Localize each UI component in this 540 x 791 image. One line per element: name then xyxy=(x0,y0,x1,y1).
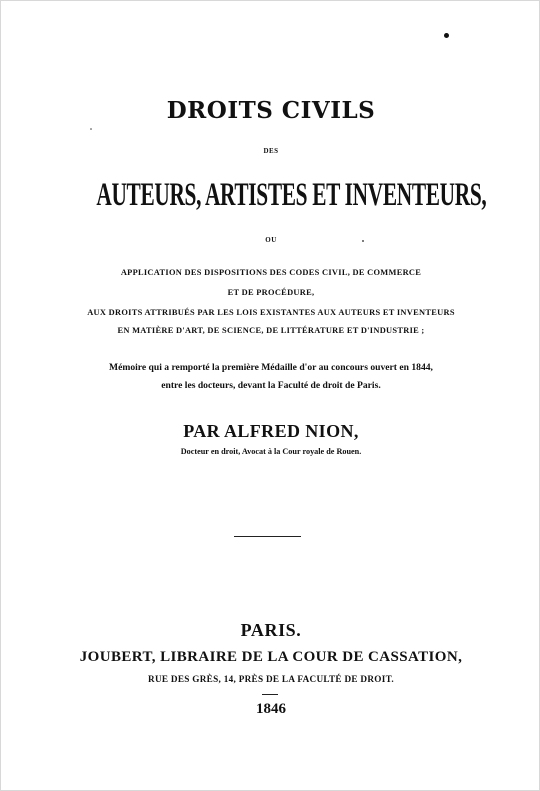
section-divider xyxy=(234,536,301,537)
imprint-publisher: JOUBERT, LIBRAIRE DE LA COUR DE CASSATION, xyxy=(79,649,463,665)
imprint-year: 1846 xyxy=(256,701,286,717)
title-line-1: DROITS CIVILS xyxy=(166,97,376,124)
subtitle-line-4: EN MATIÈRE D'ART, DE SCIENCE, DE LITTÉRATURE ET D'INDUSTRIE ; xyxy=(117,326,425,335)
memoire-line-1: Mémoire qui a remporté la première Médaille d'or au concours ouvert en 1844, xyxy=(109,362,433,373)
memoire-line-2: entre les docteurs, devant la Faculté de droit de Paris. xyxy=(161,380,381,391)
connector-ou: OU xyxy=(265,236,277,244)
subtitle-line-1: APPLICATION DES DISPOSITIONS DES CODES CIVIL, DE COMMERCE xyxy=(120,268,422,277)
ink-speck xyxy=(90,128,92,130)
year-divider xyxy=(262,694,278,695)
imprint-city: PARIS. xyxy=(240,620,302,640)
ink-speck xyxy=(444,33,449,38)
author-name: PAR ALFRED NION, xyxy=(183,421,359,441)
author-credentials: Docteur en droit, Avocat à la Cour royale de Rouen. xyxy=(180,447,362,456)
subtitle-line-3: AUX DROITS ATTRIBUÉS PAR LES LOIS EXISTANTES AUX AUTEURS ET INVENTEURS xyxy=(87,308,455,317)
title-line-2: AUTEURS, ARTISTES ET INVENTEURS, xyxy=(96,177,487,213)
connector-des: DES xyxy=(263,147,279,155)
imprint-address: RUE DES GRÈS, 14, PRÈS DE LA FACULTÉ DE DROIT. xyxy=(148,674,394,684)
subtitle-line-2: ET DE PROCÉDURE, xyxy=(227,288,315,297)
